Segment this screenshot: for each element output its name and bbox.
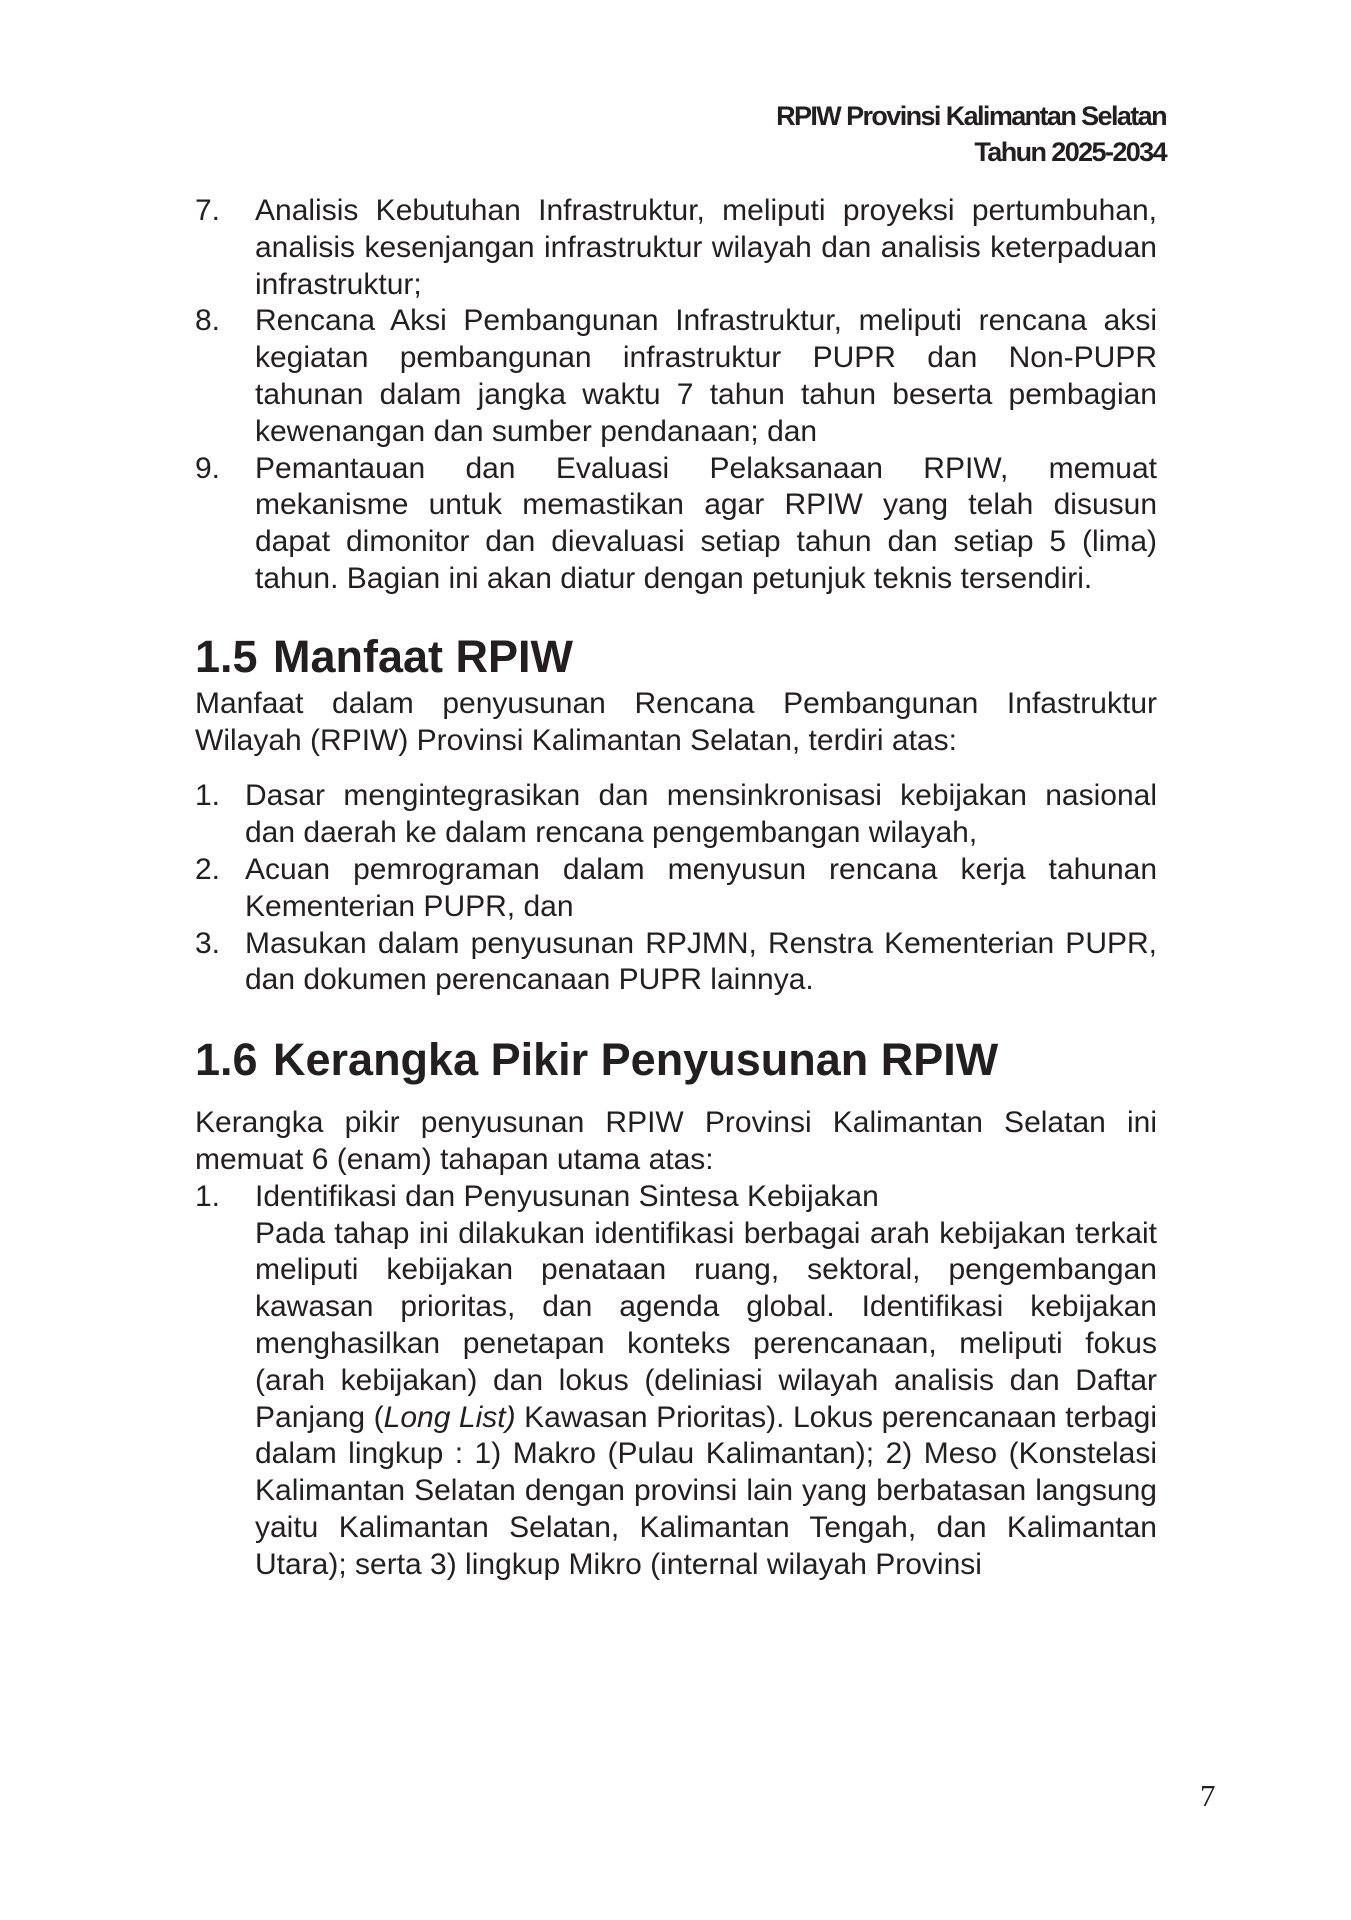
- list-item: [195, 778, 1157, 852]
- list-item-number: 3.: [195, 926, 221, 960]
- list-item: [195, 926, 1157, 1000]
- list-item-number: 9.: [195, 451, 221, 485]
- section-intro: Manfaat dalam penyusunan Rencana Pembangunan Infastruktur Wilayah (RPIW) Provinsi Kalimantan Selatan, terdiri atas:: [195, 686, 1157, 757]
- page-content: [195, 193, 1157, 1584]
- list-item: [195, 303, 1157, 450]
- section-number: 1.6: [195, 1034, 258, 1086]
- list-item: [195, 852, 1157, 926]
- section-title-text: Kerangka Pikir Penyusunan RPIW: [273, 1034, 999, 1086]
- stage-body-part2: Kawasan Prioritas). Lokus perencanaan terbagi dalam lingkup : 1) Makro (Pulau Kalimantan); 2) Meso (Konstelasi Kalimantan Selatan dengan provinsi lain yang berbatasan langsung yaitu Kalimantan Selatan, Kalimantan Tengah, dan Kalimantan Utara); serta 3) lingkup Mikro (internal wilayah Provinsi: [255, 1400, 1158, 1581]
- stage-body-part1: Pada tahap ini dilakukan identifikasi berbagai arah kebijakan terkait meliputi kebijakan penataan ruang, sektoral, pengembangan kawasan prioritas, dan agenda global. Identifikasi kebijakan menghasilkan penetapan konteks perencanaan, meliputi fokus (arah kebijakan) dan lokus (deliniasi wilayah analisis dan Daftar Panjang (: [255, 1216, 1157, 1434]
- stage-title: Identifikasi dan Penyusunan Sintesa Kebijakan: [255, 1179, 879, 1213]
- list-item-number: 1.: [195, 1179, 221, 1213]
- list-item-number: 1.: [195, 779, 221, 813]
- list-item-number: 7.: [195, 194, 221, 227]
- list-item: [195, 451, 1157, 598]
- list-item: [195, 1179, 1157, 1584]
- list-item-text: [255, 1179, 1157, 1584]
- list-item-text: Pemantauan dan Evaluasi Pelaksanaan RPIW, memuat mekanisme untuk memastikan agar RPIW yang telah disusun dapat dimonitor dan dievaluasi setiap tahun dan setiap 5 (lima) tahun. Bagian ini akan diatur dengan petunjuk teknis tersendiri.: [255, 451, 1157, 595]
- stage-body: [255, 1217, 1157, 1581]
- page-number: 7: [1200, 1778, 1216, 1813]
- benefit-list: [195, 778, 1157, 999]
- component-list: [195, 193, 1157, 598]
- list-item: [195, 193, 1157, 303]
- running-header: [776, 98, 1166, 170]
- section-intro: Kerangka pikir penyusunan RPIW Provinsi Kalimantan Selatan ini memuat 6 (enam) tahapan utama atas:: [195, 1106, 1157, 1176]
- list-item-text: Acuan pemrograman dalam menyusun rencana kerja tahunan Kementerian PUPR, dan: [245, 852, 1157, 923]
- header-period: Tahun 2025-2034: [974, 137, 1166, 167]
- list-item-number: 2.: [195, 852, 221, 886]
- section-heading-manfaat: [195, 632, 1157, 682]
- list-item-text: Rencana Aksi Pembangunan Infrastruktur, meliputi rencana aksi kegiatan pembangunan infrastruktur PUPR dan Non-PUPR tahunan dalam jangka waktu 7 tahun tahun beserta pembagian kewenangan dan sumber pendanaan; dan: [255, 304, 1157, 448]
- section-heading-kerangka: [195, 1035, 1157, 1085]
- stage-body-italic: Long List): [383, 1400, 516, 1434]
- stage-list: [195, 1179, 1157, 1584]
- header-title: RPIW Provinsi Kalimantan Selatan: [776, 101, 1166, 131]
- section-number: 1.5: [195, 630, 258, 682]
- list-item-text: Analisis Kebutuhan Infrastruktur, meliputi proyeksi pertumbuhan, analisis kesenjangan infrastruktur wilayah dan analisis keterpaduan infrastruktur;: [255, 194, 1157, 301]
- list-item-number: 8.: [195, 304, 221, 338]
- list-item-text: Dasar mengintegrasikan dan mensinkronisasi kebijakan nasional dan daerah ke dalam rencana pengembangan wilayah,: [245, 779, 1157, 850]
- section-title-text: Manfaat RPIW: [273, 630, 574, 682]
- list-item-text: Masukan dalam penyusunan RPJMN, Renstra Kementerian PUPR, dan dokumen perencanaan PUPR lainnya.: [245, 926, 1157, 997]
